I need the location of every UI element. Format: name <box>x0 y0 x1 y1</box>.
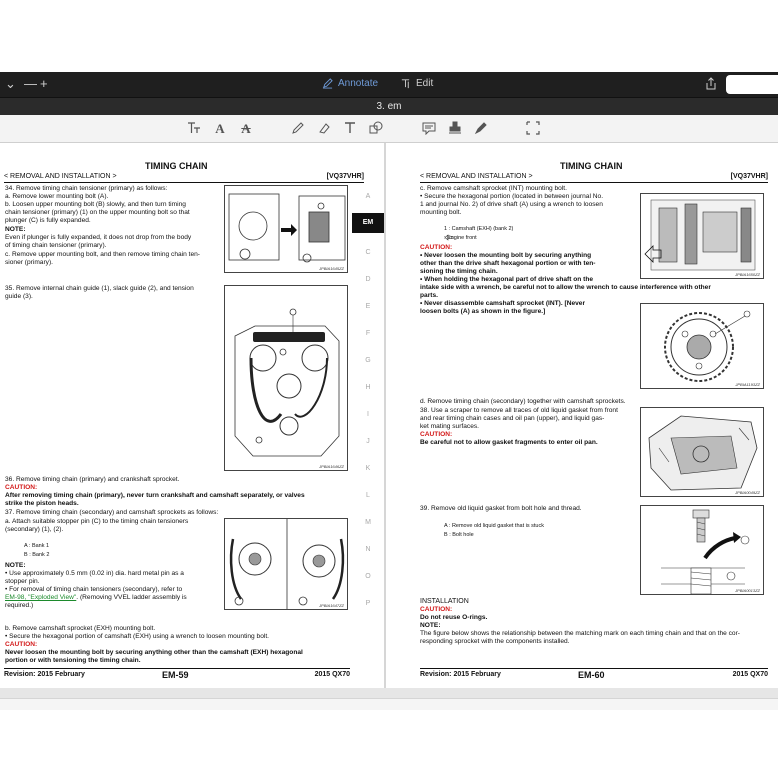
index-j[interactable]: J <box>366 438 370 445</box>
step-34c-2: sioner (primary). <box>5 259 53 266</box>
note-text-2: responding sprocket with the components installed. <box>420 638 570 645</box>
step-37a-1: a. Attach suitable stopper pin (C) to the timing chain tensioners <box>5 518 189 525</box>
step-36: 36. Remove timing chain (primary) and crankshaft sprocket. <box>5 476 180 483</box>
caution-text-3: sioning the timing chain. <box>420 268 498 275</box>
text-icon[interactable]: A <box>215 121 225 136</box>
step-34: 34. Remove timing chain tensioner (primary) as follows: <box>5 185 168 192</box>
eraser-icon[interactable] <box>316 121 332 137</box>
figure-code: JPBIA1650ZZ <box>735 272 760 277</box>
note-label: NOTE: <box>5 226 26 233</box>
page-title: TIMING CHAIN <box>560 161 623 171</box>
step-35-2: guide (3). <box>5 293 33 300</box>
figure-bolt-hole <box>640 505 764 595</box>
note-text-1: Even if plunger is fully expanded, it does not drop from the body <box>5 234 192 241</box>
figure-timing-chain-case <box>640 407 764 497</box>
index-l[interactable]: L <box>366 492 370 499</box>
caution-text-7: • Never disassemble camshaft sprocket (INT). [Never <box>420 300 586 307</box>
caution2-text-2: portion or with tensioning the timing chain. <box>5 657 141 664</box>
share-icon[interactable] <box>705 77 717 96</box>
index-k[interactable]: K <box>365 465 371 472</box>
chevron-down-icon[interactable]: ⌄ <box>5 76 16 91</box>
revision-label: Revision: 2015 February <box>4 671 85 678</box>
step-34b-2: chain tensioner (primary) (1) on the upper mounting bolt so that <box>5 209 190 216</box>
step-39: 39. Remove old liquid gasket from bolt hole and thread. <box>420 505 582 512</box>
step-c-3: mounting bolt. <box>420 209 462 216</box>
pen-icon[interactable] <box>290 121 306 137</box>
note-text-1: The figure below shows the relationship between the matching mark on each timing chain and that on the cor- <box>420 630 740 637</box>
page-number: EM-59 <box>162 670 189 680</box>
caution-text-5: intake side with a wrench, be careful not to allow the wrench to cause interference with other <box>420 284 711 291</box>
note2-text-3: • For removal of timing chain tensioners (secondary), refer to <box>5 586 183 593</box>
step-37: 37. Remove timing chain (secondary) and camshaft sprockets as follows: <box>5 509 219 516</box>
section-label: < REMOVAL AND INSTALLATION > <box>420 173 533 180</box>
page-title: TIMING CHAIN <box>145 161 208 171</box>
caution-text-1: After removing timing chain (primary), never turn crankshaft and camshaft separately, or valves <box>5 492 305 499</box>
step-c: c. Remove camshaft sprocket (INT) mounting bolt. <box>420 185 567 192</box>
legend-b: B : Bolt hole <box>444 532 474 538</box>
annotate-mode-button[interactable] <box>322 78 378 89</box>
step-37a-2: (secondary) (1), (2). <box>5 526 64 533</box>
caution-label: CAUTION: <box>5 484 38 491</box>
tensioner-diagram <box>225 186 348 273</box>
page-em-60 <box>386 143 778 688</box>
note-text-2: of timing chain tensioner (primary). <box>5 242 107 249</box>
comment-icon[interactable] <box>421 121 437 137</box>
figure-drive-shaft <box>640 193 764 279</box>
caution3-text: Be careful not to allow gasket fragments to enter oil pan. <box>420 439 598 446</box>
page-em-59 <box>0 143 384 688</box>
chain-guides-diagram <box>225 286 348 471</box>
model-label: 2015 QX70 <box>314 671 350 678</box>
figure-code: JPBIA0013ZZ <box>735 588 760 593</box>
revision-label: Revision: 2015 February <box>420 671 501 678</box>
model-label: 2015 QX70 <box>732 671 768 678</box>
step-38-2: and rear timing chain cases and oil pan (upper), and liquid gas- <box>420 415 605 422</box>
step-35-1: 35. Remove internal chain guide (1), slack guide (2), and tension <box>5 285 194 292</box>
index-i[interactable]: I <box>367 411 369 418</box>
index-f[interactable]: F <box>365 330 371 337</box>
installation-heading: INSTALLATION <box>420 598 469 605</box>
engine-code: [VQ37VHR] <box>326 173 364 180</box>
figure-code: JPBIA1193ZZ <box>735 382 760 387</box>
step-34c-1: c. Remove upper mounting bolt, and then remove timing chain ten- <box>5 251 200 258</box>
signature-icon[interactable] <box>473 121 489 137</box>
text-type-icon[interactable] <box>342 121 358 137</box>
caution-text-6: parts. <box>420 292 438 299</box>
section-label: < REMOVAL AND INSTALLATION > <box>4 173 117 180</box>
step-34a: a. Remove lower mounting bolt (A). <box>5 193 109 200</box>
edit-mode-button[interactable] <box>400 78 433 89</box>
figure-chain-guides <box>224 285 348 471</box>
figure-camshaft-sprocket <box>640 303 764 389</box>
annotate-label: Annotate <box>338 78 379 89</box>
shapes-icon[interactable] <box>368 121 384 137</box>
index-em[interactable]: EM <box>352 213 384 233</box>
engine-code: [VQ37VHR] <box>730 173 768 180</box>
index-a[interactable]: A <box>365 193 371 200</box>
index-n[interactable]: N <box>365 546 371 553</box>
step-34b-3: plunger (C) is fully expanded. <box>5 217 91 224</box>
legend-engine-front: : Engine front <box>444 235 477 241</box>
figure-code: JPBIA0049ZZ <box>735 490 760 495</box>
step-c-2: 1 and journal No. 2) of drive shaft (A) using a wrench to loosen <box>420 201 603 208</box>
step-c-1: • Secure the hexagonal portion (located in between journal No. <box>420 193 604 200</box>
index-g[interactable]: G <box>365 357 371 364</box>
index-h[interactable]: H <box>365 384 371 391</box>
page-header <box>4 173 364 183</box>
index-o[interactable]: O <box>365 573 371 580</box>
note2-label: NOTE: <box>5 562 26 569</box>
page-footer <box>4 668 350 682</box>
figure-tensioner <box>224 185 348 273</box>
step-38-1: 38. Use a scraper to remove all traces of old liquid gasket from front <box>420 407 618 414</box>
page-header <box>420 173 768 183</box>
text-cursor-icon <box>400 78 411 89</box>
step-38-3: ket mating surfaces. <box>420 423 480 430</box>
legend-a: A : Bank 1 <box>24 543 50 549</box>
caution4-text: Do not reuse O-rings. <box>420 614 488 621</box>
section-index <box>352 193 384 623</box>
note2-text-5: required.) <box>5 602 34 609</box>
timing-chain-case-diagram <box>641 408 764 497</box>
caution-text-8: loosen bolts (A) as shown in the figure.] <box>420 308 546 315</box>
index-e[interactable]: E <box>365 303 371 310</box>
caution-label: CAUTION: <box>420 244 453 251</box>
step-d: d. Remove timing chain (secondary) together with camshaft sprockets. <box>420 398 626 405</box>
figure-stopper-pin <box>224 518 348 610</box>
step-37b-1: • Secure the hexagonal portion of camshaft (EXH) using a wrench to loosen mounting bolt. <box>5 633 270 640</box>
camshaft-sprocket-diagram <box>641 304 764 389</box>
legend-a: A : Remove old liquid gasket that is stuck <box>444 523 544 529</box>
step-34b-1: b. Loosen upper mounting bolt (B) slowly, and then turn timing <box>5 201 186 208</box>
edit-label: Edit <box>416 78 434 89</box>
drive-shaft-diagram <box>641 194 764 279</box>
index-m[interactable]: M <box>365 519 371 526</box>
caution-text-1: • Never loosen the mounting bolt by securing anything <box>420 252 592 259</box>
caution2-text-1: Never loosen the mounting bolt by securing anything other than the camshaft (EXH) hexagonal <box>5 649 303 656</box>
note2-text-1: • Use approximately 0.5 mm (0.02 in) dia. hard metal pin as a <box>5 570 184 577</box>
select-icon[interactable] <box>525 121 541 137</box>
figure-code: JPBIA1645ZZ <box>319 266 344 271</box>
figure-code: JPBIA1647ZZ <box>319 603 344 608</box>
zoom-out-button[interactable]: — <box>24 76 37 91</box>
stopper-pin-diagram <box>225 519 348 610</box>
legend-1: 1 : Camshaft (EXH) (bank 2) <box>444 226 514 232</box>
page-divider <box>384 143 386 688</box>
caution2-label: CAUTION: <box>5 641 38 648</box>
caution-text-4: • When holding the hexagonal part of drive shaft on the <box>420 276 594 283</box>
document-title: 3. em <box>0 97 778 115</box>
pen-icon <box>322 78 333 89</box>
bolt-hole-diagram <box>641 506 764 595</box>
note2-text-4b: . (Removing VVEL ladder assembly is <box>76 594 187 601</box>
stamp-icon[interactable] <box>447 121 463 137</box>
annotation-toolbar <box>0 115 778 143</box>
exploded-view-link[interactable]: EM-98, "Exploded View" <box>5 594 77 601</box>
note2-text-2: stopper pin. <box>5 578 40 585</box>
page-footer <box>420 668 768 682</box>
legend-b: B : Bank 2 <box>24 552 50 558</box>
caution4-label: CAUTION: <box>420 606 453 613</box>
step-37b: b. Remove camshaft sprocket (EXH) mounting bolt. <box>5 625 156 632</box>
index-d[interactable]: D <box>365 276 371 283</box>
bottom-strip <box>0 698 778 710</box>
caution-text-2: other than the drive shaft hexagonal portion or with ten- <box>420 260 596 267</box>
top-bar <box>0 72 778 97</box>
caution3-label: CAUTION: <box>420 431 453 438</box>
note2-text-4 <box>5 594 187 602</box>
figure-code: JPBIA1646ZZ <box>319 464 344 469</box>
strike-text-icon[interactable]: A <box>241 121 251 136</box>
search-input[interactable] <box>726 75 778 94</box>
caution-text-2: strike the piston heads. <box>5 500 79 507</box>
page-number: EM-60 <box>578 670 605 680</box>
note-label: NOTE: <box>420 622 441 629</box>
index-p[interactable]: P <box>365 600 371 607</box>
zoom-in-button[interactable]: + <box>40 76 48 91</box>
text-box-icon[interactable] <box>186 121 202 137</box>
engine-front-icon <box>444 234 454 241</box>
index-c[interactable]: C <box>365 249 371 256</box>
